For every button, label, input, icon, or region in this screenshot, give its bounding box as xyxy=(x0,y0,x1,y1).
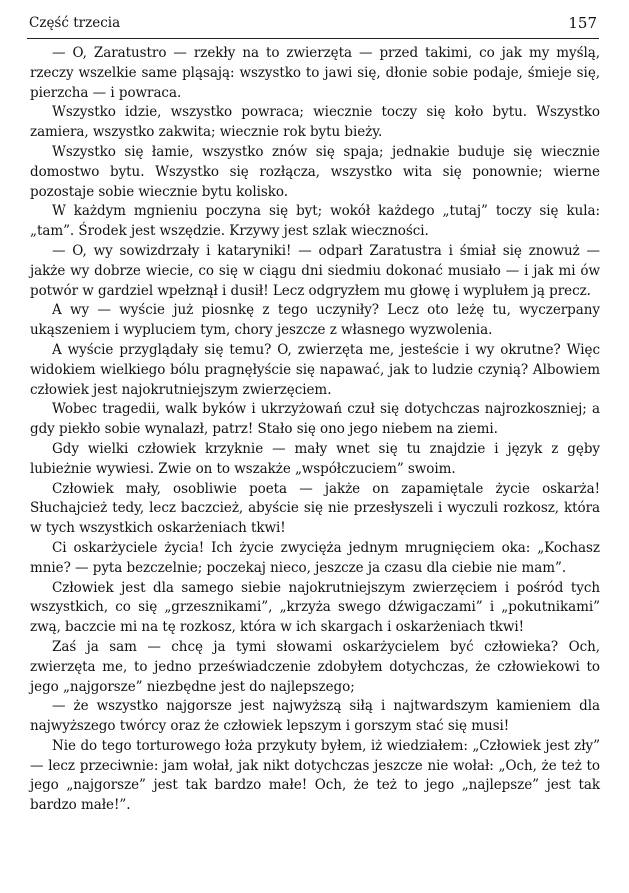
body-text xyxy=(30,44,600,816)
paragraph: A wy — wyście już piosnkę z tego uczyniły? Lecz oto leżę tu, wyczerpany ukąszeniem i wypluciem tym, chory jeszcze z własnego wyzwolenia. xyxy=(30,302,600,339)
paragraph: Wszystko się łamie, wszystko znów się spaja; jednakie buduje się wiecznie domostwo bytu. Wszystko się rozłącza, wszystko wita się ponownie; wierne pozostaje sobie wiecznie bytu kolisko. xyxy=(30,143,600,200)
running-header xyxy=(27,12,599,39)
paragraph: — O, wy sowizdrzały i kataryniki! — odparł Zaratustra i śmiał się znowuż — jakże wy dobrze wiecie, co się w ciągu dni siedmiu dokonać musiało — i jak mi ów potwór w gardziel wpełznął i dusił! Lecz odgryzłem mu głowę i wyplułem ją precz. xyxy=(30,242,600,299)
paragraph: — O, Zaratustro — rzekły na to zwierzęta — przed takimi, co jak my myślą, rzeczy wszelkie same pląsają: wszystko to jawi się, dłonie sobie podaje, śmieje się, pierzcha — i powraca. xyxy=(30,45,600,101)
paragraph: W każdym mgnieniu poczyna się byt; wokół każdego „tutaj” toczy się kula: „tam”. Środek jest wszędzie. Krzywy jest szlak wieczności. xyxy=(30,203,600,240)
paragraph: Wszystko idzie, wszystko powraca; wiecznie toczy się koło bytu. Wszystko zamiera, wszystko zakwita; wiecznie rok bytu bieży. xyxy=(30,104,600,141)
paragraph: Wobec tragedii, walk byków i ukrzyżowań czuł się dotychczas najrozkoszniej; a gdy piekło sobie wynalazł, patrz! Stało się ono jego niebem na ziemi. xyxy=(30,401,600,438)
paragraph: A wyście przyglądały się temu? O, zwierzęta me, jesteście i wy okrutne? Więc widokiem wielkiego bólu pragnęłyście się napawać, jak to ludzie czynią? Albowiem człowiek jest najokrutniejszym zwierzęciem. xyxy=(30,341,600,398)
paragraph: Zaś ja sam — chcę ja tymi słowami oskarżycielem być człowieka? Och, zwierzęta me, to jedno przeświadczenie zdobyłem dotychczas, że człowiekowi to jego „najgorsze” niezbędne jest do najlepszego; xyxy=(30,638,600,695)
paragraph: — że wszystko najgorsze jest najwyższą siłą i najtwardszym kamieniem dla najwyższego twórcy oraz że człowiek lepszym i gorszym stać się musi! xyxy=(30,698,600,735)
paragraph: Człowiek jest dla samego siebie najokrutniejszym zwierzęciem i pośród tych wszystkich, co się „grzesznikami”, „krzyża swego dźwigaczami” i „pokutnikami” zwą, baczcie mi na tę rozkosz, która w ich skargach i oskarżeniach tkwi! xyxy=(30,579,600,636)
page-number: 157 xyxy=(568,14,597,32)
paragraph: Człowiek mały, osobliwie poeta — jakże on zapamiętale życie oskarża! Słuchajcież tedy, lecz baczcież, abyście się nie przesłyszeli i wyczuli rozkosz, która w tych wszystkich oskarżeniach tkwi! xyxy=(30,480,600,537)
paragraph: Nie do tego torturowego łoża przykuty byłem, iż wiedziałem: „Człowiek jest zły” — lecz przeciwnie: jam wołał, jak nikt dotychczas jeszcze nie wołał: „Och, że też to jego „najgorsze” jest tak bardzo małe! Och, że też to jego „najlepsze” jest tak bardzo małe!”. xyxy=(30,737,600,814)
paragraph: Gdy wielki człowiek krzyknie — mały wnet się tu znajdzie i język z gęby lubieżnie wywiesi. Zwie on to wszakże „współczuciem” swoim. xyxy=(30,440,600,477)
part-title: Część trzecia xyxy=(29,15,121,31)
paragraph: Ci oskarżyciele życia! Ich życie zwycięża jednym mrugnięciem oka: „Kochasz mnie? — pyta bezczelnie; poczekaj nieco, jeszcze ja czasu dla ciebie nie mam”. xyxy=(30,539,600,576)
